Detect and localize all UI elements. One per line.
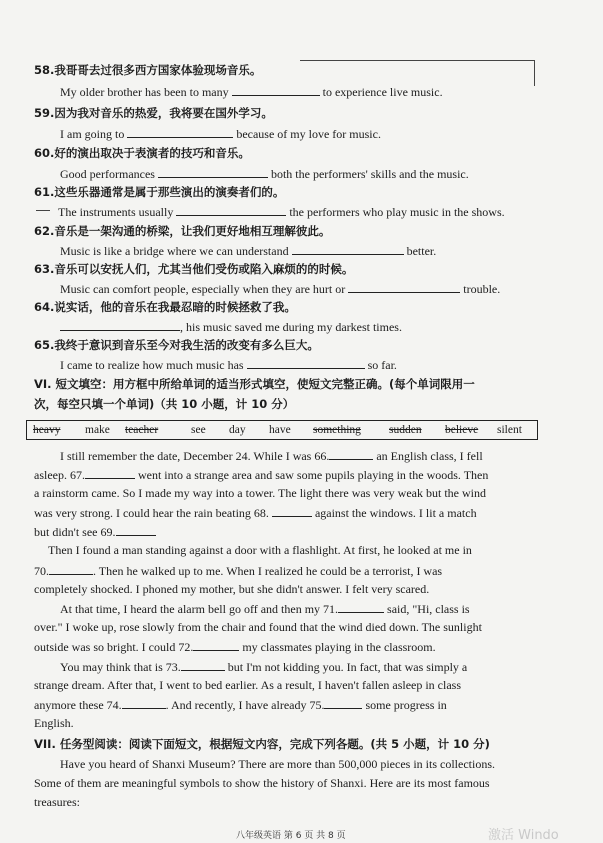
item-59-english: I am going to because of my love for music. (60, 127, 381, 141)
passage-line: 70. . Then he walked up to me. When I realized he could be a terrorist, I was (34, 564, 443, 578)
item-64-english: , his music saved me during my darkest times. (60, 319, 402, 334)
passage-line: anymore these 74. . And recently, I have already 75. some progress in (34, 698, 447, 712)
passage-line: completely shocked. I phoned my mother, but she didn't answer. I felt very scared. (34, 582, 430, 596)
word-sudden: sudden (389, 424, 422, 436)
passage-line: Then I found a man standing against a door with a flashlight. At first, he looked at me in (48, 543, 472, 557)
passage-line: At that time, I heard the alarm bell go off and then my 71. said, "Hi, class is (60, 602, 470, 616)
passage-line: but didn't see 69. (34, 524, 156, 539)
word-heavy: heavy (33, 424, 61, 436)
section-6-title: VI. 短文填空：用方框中所给单词的适当形式填空，使短文完整正确。(每个单词限用一 (34, 377, 475, 391)
passage-line: asleep. 67. went into a strange area and saw some pupils playing in the woods. Then (34, 468, 489, 482)
passage-line: strange dream. After that, I went to bed earlier. As a result, I haven't fallen asleep in class (34, 678, 462, 692)
word-something: something (313, 424, 361, 436)
word-believe: believe (445, 424, 479, 436)
item-63-english: Music can comfort people, especially when they are hurt or trouble. (60, 282, 501, 296)
word-make: make (85, 424, 110, 436)
passage-line: I still remember the date, December 24. While I was 66. an English class, I fell (60, 449, 483, 463)
item-62-english: Music is like a bridge where we can understand better. (60, 244, 437, 258)
passage-line: You may think that is 73. but I'm not kidding you. In fact, that was simply a (60, 660, 468, 674)
section-7-line: Have you heard of Shanxi Museum? There are more than 500,000 pieces in its collections. (60, 757, 495, 771)
item-59-chinese: 59.因为我对音乐的热爱，我将要在国外学习。 (34, 106, 273, 120)
margin-mark (36, 210, 50, 211)
section-7-line: Some of them are meaningful symbols to show the history of Shanxi. Here are its most famous (34, 776, 490, 790)
item-63-chinese: 63.音乐可以安抚人们，尤其当他们受伤或陷入麻烦的的时候。 (34, 262, 354, 276)
word-silent: silent (497, 424, 522, 436)
word-see: see (191, 424, 206, 436)
passage-line: was very strong. I could hear the rain beating 68. against the windows. I lit a match (34, 506, 477, 520)
border-fragment (534, 60, 535, 86)
page-footer: 八年级英语 第 6 页 共 8 页 (236, 831, 346, 841)
item-65-english: I came to realize how much music has so far. (60, 358, 397, 372)
passage-line: English. (34, 716, 74, 730)
section-6-title-cont: 次，每空只填一个单词)（共 10 小题，计 10 分） (34, 397, 295, 411)
border-fragment (300, 60, 534, 61)
item-58-chinese: 58.我哥哥去过很多西方国家体验现场音乐。 (34, 63, 262, 77)
activate-windows-watermark: 激活 Windo (488, 828, 559, 843)
item-60-english: Good performances both the performers' skills and the music. (60, 167, 469, 181)
item-61-english: The instruments usually the performers who play music in the shows. (58, 205, 505, 219)
passage-line: over." I woke up, rose slowly from the chair and found that the wind died down. The sunlight (34, 620, 482, 634)
item-61-chinese: 61.这些乐器通常是属于那些演出的演奏者们的。 (34, 185, 285, 199)
item-64-chinese: 64.说实话，他的音乐在我最忍暗的时候拯救了我。 (34, 300, 296, 314)
item-62-chinese: 62.音乐是一架沟通的桥梁，让我们更好地相互理解彼此。 (34, 224, 331, 238)
section-7-title: VII. 任务型阅读：阅读下面短文，根据短文内容，完成下列各题。(共 5 小题，计 10 分) (34, 737, 490, 751)
word-teacher: teacher (125, 424, 159, 436)
item-65-chinese: 65.我终于意识到音乐至今对我生活的改变有多么巨大。 (34, 338, 319, 352)
word-box (26, 420, 538, 440)
section-7-line: treasures: (34, 795, 80, 809)
word-have: have (269, 424, 291, 436)
item-60-chinese: 60.好的演出取决于表演者的技巧和音乐。 (34, 146, 250, 160)
passage-line: a rainstorm came. So I made my way into a tower. The light there was very weak but the wind (34, 486, 486, 500)
item-58-english: My older brother has been to many to experience live music. (60, 85, 443, 99)
word-day: day (229, 424, 246, 436)
passage-line: outside was so bright. I could 72. my classmates playing in the classroom. (34, 640, 436, 654)
